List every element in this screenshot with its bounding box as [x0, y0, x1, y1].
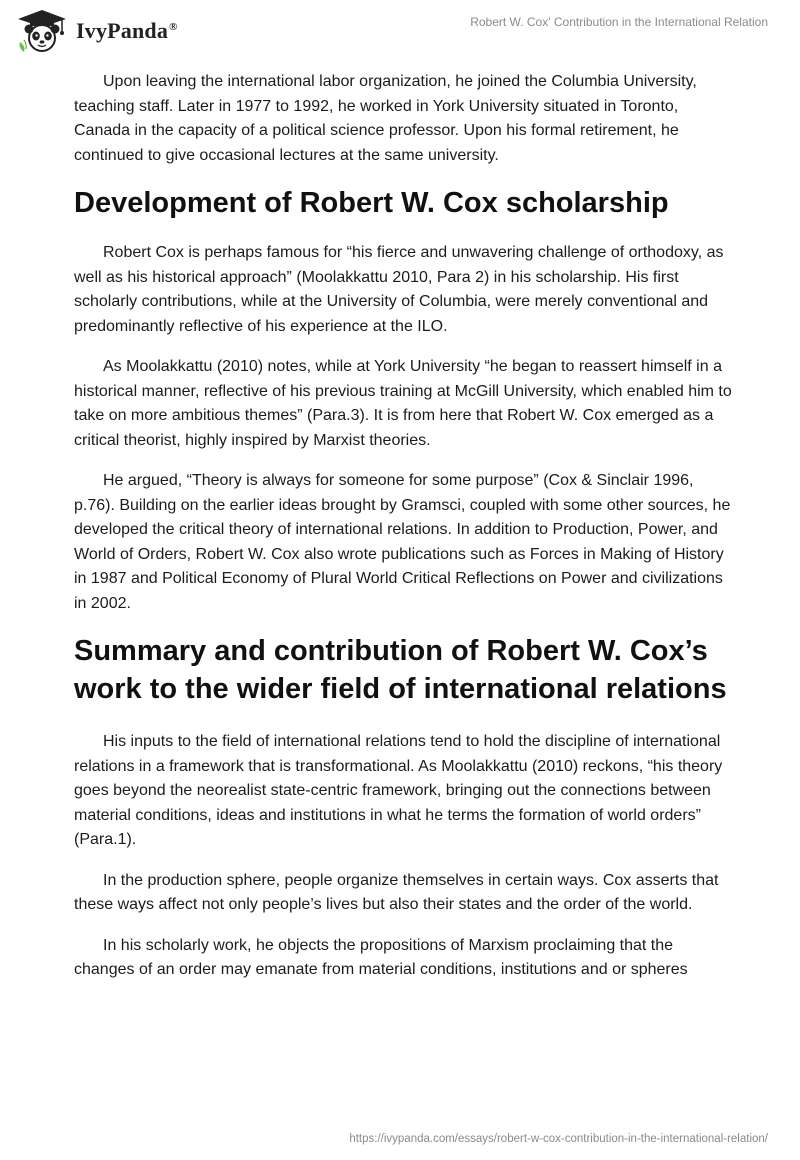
section-heading: Development of Robert W. Cox scholarship [74, 187, 669, 219]
paragraph: As Moolakkattu (2010) notes, while at York University “he began to reassert himself in a historical manner, reflective of his previous training at McGill University, which enabled him to take on more ambitious themes” (Para.3). It is from here that Robert W. Cox emerged as a critical theorist, highly inspired by Marxist theories. [74, 358, 732, 449]
paragraph: His inputs to the field of international relations tend to hold the discipline of international relations in a framework that is transformational. As Moolakkattu (2010) reckons, “his theory goes beyond the neorealist state-centric framework, bringing out the connections between material conditions, ideas and institutions in what he terms the formation of world orders” (Para.1). [74, 733, 723, 848]
logo-text: IvyPanda® [76, 18, 178, 43]
paragraph: Upon leaving the international labor organization, he joined the Columbia University, teaching staff. Later in 1977 to 1992, he worked in York University situated in Toronto, Canada in the capacity of a political science professor. Upon his formal retirement, he continued to give occasional lectures at the same university. [74, 73, 697, 164]
paragraph: He argued, “Theory is always for someone for some purpose” (Cox & Sinclair 1996, p.76). Building on the earlier ideas brought by Gramsci, coupled with some other sources, he developed the critical theory of international relations. In addition to Production, Power, and World of Orders, Robert W. Cox also wrote publications such as Forces in Making of History in 1987 and Political Economy of Plural World Critical Reflections on Power and civilizations in 2002. [74, 472, 731, 612]
page-header [0, 0, 800, 60]
paragraph: In the production sphere, people organize themselves in certain ways. Cox asserts that these ways affect not only people’s lives but also their states and the order of the world. [74, 871, 719, 913]
paragraph: In his scholarly work, he objects the propositions of Marxism proclaiming that the changes of an order may emanate from material conditions, institutions and or spheres [74, 936, 688, 978]
section-heading: Summary and contribution of Robert W. Cox’s work to the wider field of international relations [74, 635, 727, 705]
document-title: Robert W. Cox' Contribution in the International Relation [470, 15, 768, 29]
panda-graduate-icon [14, 8, 70, 54]
logo[interactable] [14, 8, 178, 54]
source-url[interactable]: https://ivypanda.com/essays/robert-w-cox-contribution-in-the-international-relation/ [349, 1133, 768, 1145]
paragraph: Robert Cox is perhaps famous for “his fierce and unwavering challenge of orthodoxy, as well as his historical approach” (Moolakkattu 2010, Para 2) in his scholarship. His first scholarly contributions, while at the University of Columbia, were merely conventional and predominantly reflective of his experience at the ILO. [74, 244, 724, 335]
essay-body [74, 70, 734, 999]
